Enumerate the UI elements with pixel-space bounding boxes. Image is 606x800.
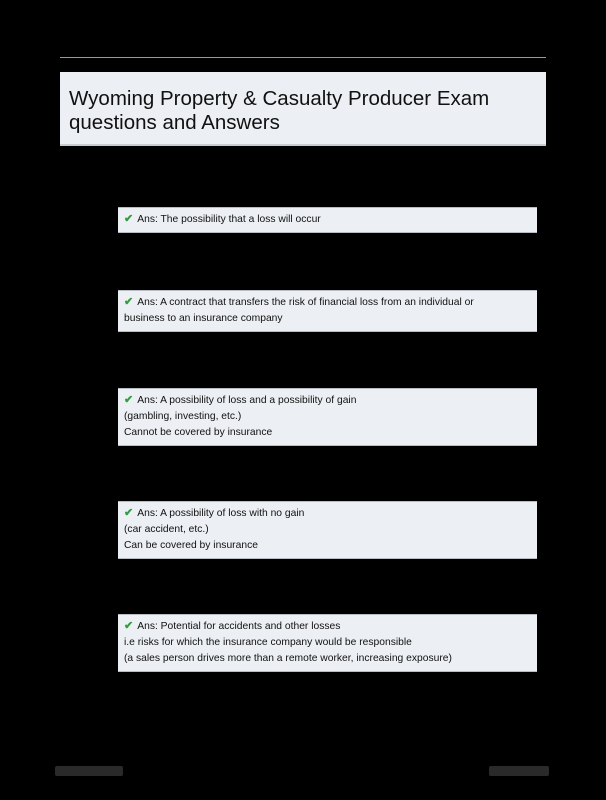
answer-text: business to an insurance company bbox=[124, 313, 283, 324]
answer-box-5 bbox=[118, 614, 537, 672]
check-icon: ✔ bbox=[124, 213, 134, 225]
document-title-box bbox=[60, 72, 546, 146]
answer-text: Ans: A possibility of loss with no gain bbox=[137, 508, 305, 519]
answer-text: Ans: The possibility that a loss will occur bbox=[137, 214, 321, 225]
answer-text: Ans: A contract that transfers the risk of financial loss from an individual or bbox=[137, 297, 474, 308]
answer-box-4 bbox=[118, 501, 537, 559]
top-divider bbox=[60, 57, 546, 58]
footer-left-redacted bbox=[55, 766, 123, 776]
answer-text: i.e risks for which the insurance company would be responsible bbox=[124, 637, 412, 648]
answer-text: (gambling, investing, etc.) bbox=[124, 411, 242, 422]
check-icon: ✔ bbox=[124, 620, 134, 632]
answer-text: Cannot be covered by insurance bbox=[124, 427, 273, 438]
answer-text: (a sales person drives more than a remote worker, increasing exposure) bbox=[124, 653, 452, 664]
check-icon: ✔ bbox=[124, 507, 134, 519]
answer-text: (car accident, etc.) bbox=[124, 524, 209, 535]
answer-text: Ans: Potential for accidents and other losses bbox=[137, 621, 341, 632]
check-icon: ✔ bbox=[124, 296, 134, 308]
answer-text: Can be covered by insurance bbox=[124, 540, 258, 551]
answer-text: Ans: A possibility of loss and a possibility of gain bbox=[137, 395, 357, 406]
document-title-line-2: questions and Answers bbox=[69, 111, 280, 134]
footer-page-number-redacted bbox=[489, 766, 549, 776]
document-title-line-1: Wyoming Property & Casualty Producer Exam bbox=[69, 87, 490, 110]
answer-box-2 bbox=[118, 290, 537, 332]
check-icon: ✔ bbox=[124, 394, 134, 406]
answer-box-1 bbox=[118, 207, 537, 233]
answer-box-3 bbox=[118, 388, 537, 446]
